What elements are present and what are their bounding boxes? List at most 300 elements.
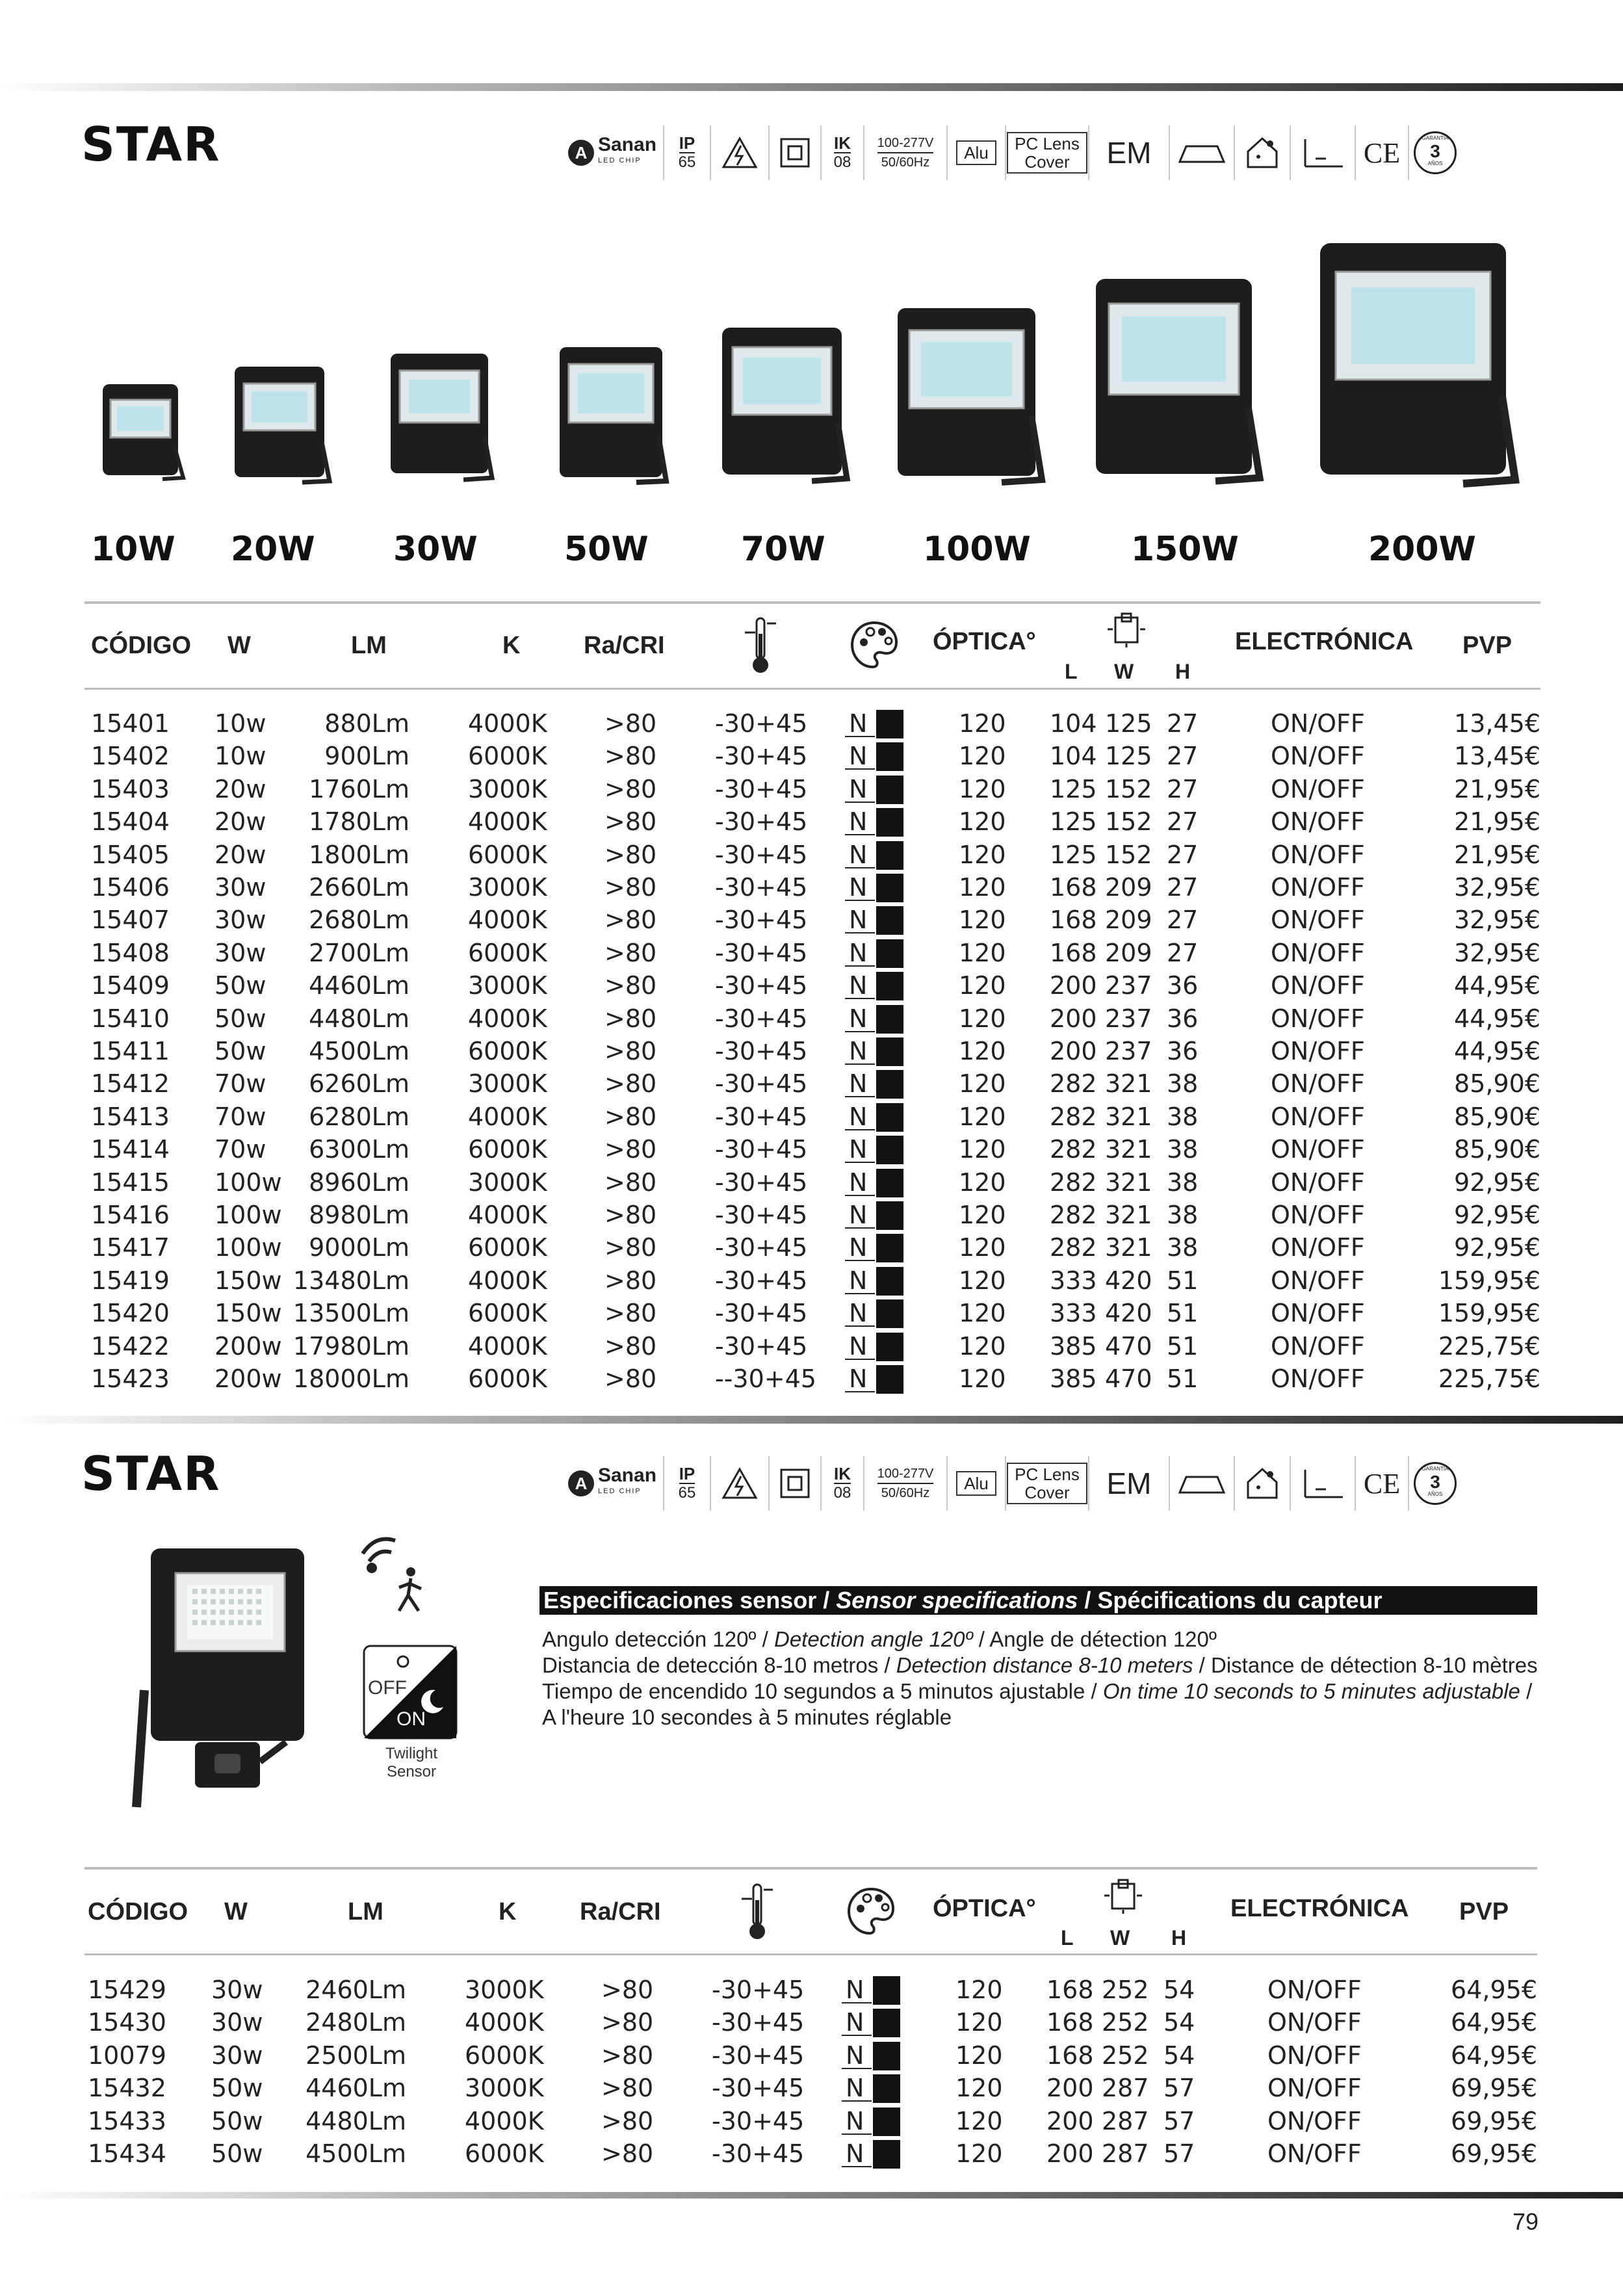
color-rendering-cell: [845, 1103, 903, 1130]
color-rendering-cell: [845, 939, 903, 967]
brand-name: Sanan: [597, 134, 657, 155]
cell-n: N: [849, 742, 868, 771]
cell-l: 168: [1050, 873, 1097, 902]
table-row: [91, 904, 1547, 936]
cell-wd: 321: [1105, 1168, 1152, 1197]
twilight-caption: [363, 1745, 460, 1781]
cell-n: N: [849, 1037, 868, 1065]
table-row: [91, 773, 1547, 805]
spec-header-fr: / Spécifications du capteur: [1078, 1587, 1383, 1613]
cell-cri: >80: [604, 1004, 657, 1033]
cell-wd: 321: [1105, 1233, 1152, 1262]
black-swatch: [876, 906, 903, 935]
cell-lm: 6300Lm: [309, 1135, 409, 1164]
top-rule: [0, 83, 1623, 91]
col-w: W: [224, 1898, 248, 1925]
cell-k: 3000K: [468, 1168, 547, 1197]
cell-pvp: 225,75€: [1438, 1331, 1540, 1361]
cell-code: 15403: [91, 774, 170, 803]
mounting-icon: [1291, 1456, 1356, 1511]
table-row: [88, 1974, 1544, 2006]
cell-h: 27: [1167, 774, 1199, 803]
cell-wd: 252: [1102, 1976, 1149, 2004]
cell-w: 30w: [211, 2041, 263, 2070]
cell-opt: 120: [959, 938, 1006, 967]
cell-lm: 2500Lm: [305, 2041, 406, 2070]
cell-opt: 120: [959, 1201, 1006, 1229]
cell-opt: 120: [959, 906, 1006, 935]
table-row: [91, 1166, 1547, 1199]
cell-cri: >80: [604, 774, 657, 803]
underline: [845, 900, 875, 901]
cell-opt: 120: [959, 840, 1006, 869]
underline: [842, 2166, 872, 2167]
color-rendering-cell: [845, 1136, 903, 1163]
cell-l: 200: [1046, 2074, 1094, 2103]
cell-n: N: [849, 1168, 868, 1197]
warranty-top: GARANTÍA: [1422, 135, 1449, 141]
table-row: [91, 1035, 1547, 1067]
warranty-num: 3: [1430, 141, 1440, 161]
sensor-spec-lines: [542, 1626, 1556, 1730]
cell-h: 57: [1163, 2139, 1195, 2168]
ce-mark: CE: [1356, 1456, 1409, 1511]
cell-n: N: [849, 873, 868, 902]
cell-k: 4000K: [468, 1331, 547, 1361]
cell-lm: 13480Lm: [292, 1266, 409, 1295]
cell-l: 282: [1050, 1069, 1097, 1099]
lens-badge: [1006, 125, 1089, 180]
col-cri: Ra/CRI: [584, 632, 665, 659]
cell-wd: 321: [1105, 1069, 1152, 1099]
underline: [845, 965, 875, 967]
floodlight-10w-image: [97, 380, 188, 491]
black-swatch: [876, 1333, 903, 1361]
color-rendering-cell: [845, 1267, 903, 1294]
cell-w: 100w: [214, 1201, 282, 1229]
cell-wd: 152: [1105, 840, 1152, 869]
cell-code: 15404: [91, 807, 170, 837]
cell-lm: 2460Lm: [305, 1976, 406, 2004]
cell-n: N: [849, 1299, 868, 1328]
cell-h: 27: [1167, 807, 1199, 837]
cell-temp: -30+45: [715, 1266, 808, 1295]
black-swatch: [876, 972, 903, 1000]
cell-h: 54: [1163, 2008, 1195, 2037]
cell-pvp: 32,95€: [1454, 873, 1540, 902]
cell-el: ON/OFF: [1271, 1135, 1365, 1164]
cell-opt: 120: [955, 2106, 1003, 2135]
cell-cri: >80: [604, 1331, 657, 1361]
surface-mount-icon: [1170, 125, 1235, 180]
cell-el: ON/OFF: [1271, 1299, 1365, 1328]
cell-w: 70w: [214, 1135, 266, 1164]
warranty-top: GARANTÍA: [1422, 1466, 1449, 1472]
color-rendering-cell: [845, 1005, 903, 1032]
cell-w: 30w: [214, 873, 266, 902]
cell-l: 168: [1050, 938, 1097, 967]
high-voltage-icon: [711, 125, 770, 180]
cell-n: N: [846, 2106, 864, 2135]
cell-w: 20w: [214, 774, 266, 803]
underline: [845, 867, 875, 868]
cell-pvp: 64,95€: [1451, 1976, 1537, 2004]
color-rendering-cell: [845, 972, 903, 999]
cell-pvp: 92,95€: [1454, 1201, 1540, 1229]
cell-el: ON/OFF: [1271, 742, 1365, 771]
cell-temp: -30+45: [715, 1004, 808, 1033]
color-rendering-cell: [845, 1070, 903, 1097]
page-number: 79: [1512, 2208, 1539, 2235]
cell-temp: -30+45: [715, 1168, 808, 1197]
cell-h: 27: [1167, 742, 1199, 771]
cell-n: N: [849, 906, 868, 935]
cell-wd: 470: [1105, 1364, 1152, 1393]
warranty-num: 3: [1430, 1472, 1440, 1492]
cell-k: 4000K: [468, 709, 547, 738]
table-row: [91, 1231, 1547, 1264]
cell-n: N: [846, 2041, 864, 2070]
brand-sub: LED CHIP: [597, 157, 642, 164]
cell-n: N: [849, 1331, 868, 1361]
dimensions-box-icon: [1102, 1877, 1145, 1915]
cell-temp: -30+45: [712, 1976, 805, 2004]
table-row: [91, 805, 1547, 838]
table-row: [91, 1067, 1547, 1100]
cell-opt: 120: [959, 1102, 1006, 1131]
twilight-off-label: OFF: [368, 1677, 407, 1699]
underline: [845, 1260, 875, 1261]
cell-temp: -30+45: [715, 1069, 808, 1099]
black-swatch: [876, 1169, 903, 1197]
table-row: [91, 1264, 1547, 1297]
col-optica: ÓPTICA°: [933, 1895, 1036, 1922]
lens-line1: PC Lens: [1015, 1465, 1080, 1484]
section2-title: STAR: [81, 1446, 221, 1501]
cell-temp: -30+45: [715, 873, 808, 902]
cell-k: 6000K: [468, 1135, 547, 1164]
cell-opt: 120: [955, 2139, 1003, 2168]
color-rendering-cell: [845, 1365, 903, 1392]
col-w: W: [227, 632, 251, 659]
black-swatch: [876, 841, 903, 870]
cell-pvp: 21,95€: [1454, 807, 1540, 837]
cell-pvp: 225,75€: [1438, 1364, 1540, 1393]
cell-k: 4000K: [468, 807, 547, 837]
cell-n: N: [846, 2008, 864, 2037]
black-swatch: [876, 1267, 903, 1296]
cell-pvp: 44,95€: [1454, 1004, 1540, 1033]
cell-code: 15408: [91, 938, 170, 967]
underline: [845, 1293, 875, 1294]
cell-w: 50w: [214, 1037, 266, 1065]
cell-lm: 900Lm: [324, 742, 409, 771]
cell-w: 50w: [211, 2074, 263, 2103]
cell-h: 27: [1167, 938, 1199, 967]
table-row: [91, 740, 1547, 772]
cell-k: 4000K: [468, 1102, 547, 1131]
wattage-label: 70W: [741, 530, 825, 569]
cell-h: 38: [1167, 1135, 1199, 1164]
cell-pvp: 92,95€: [1454, 1233, 1540, 1262]
cell-code: 15411: [91, 1037, 170, 1065]
color-rendering-cell: [845, 776, 903, 803]
cell-cri: >80: [604, 1168, 657, 1197]
black-swatch: [876, 1299, 903, 1328]
cell-l: 125: [1050, 807, 1097, 837]
cell-l: 200: [1046, 2139, 1094, 2168]
cell-wd: 321: [1105, 1201, 1152, 1229]
cell-el: ON/OFF: [1271, 1233, 1365, 1262]
cell-pvp: 69,95€: [1451, 2106, 1537, 2135]
high-voltage-icon: [711, 1456, 770, 1511]
cell-wd: 420: [1105, 1266, 1152, 1295]
sanan-logo-icon: [567, 138, 595, 167]
cell-code: 15419: [91, 1266, 170, 1295]
cell-l: 282: [1050, 1168, 1097, 1197]
color-rendering-cell: [845, 1234, 903, 1261]
spec-header-en: Sensor specifications: [836, 1587, 1078, 1613]
table-row: [91, 1002, 1547, 1035]
cell-code: 15422: [91, 1331, 170, 1361]
col-optica: ÓPTICA°: [933, 628, 1036, 655]
cell-lm: 880Lm: [324, 709, 409, 738]
cell-temp: -30+45: [715, 971, 808, 1000]
twilight-caption-2: Sensor: [386, 1763, 437, 1781]
cell-temp: -30+45: [715, 1331, 808, 1361]
cell-el: ON/OFF: [1271, 709, 1365, 738]
cell-l: 200: [1050, 971, 1097, 1000]
ip-label: IP: [679, 1464, 695, 1483]
cell-code: 15409: [91, 971, 170, 1000]
sanan-brand: [560, 125, 664, 180]
cell-l: 282: [1050, 1102, 1097, 1131]
col-pvp: PVP: [1462, 632, 1513, 659]
feature-icon-bar-2: [560, 1451, 1542, 1516]
cell-temp: -30+45: [712, 2008, 805, 2037]
cell-l: 282: [1050, 1201, 1097, 1229]
cell-pvp: 32,95€: [1454, 938, 1540, 967]
black-swatch: [876, 1005, 903, 1034]
section-divider-rule: [0, 1416, 1623, 1424]
cell-cri: >80: [604, 1364, 657, 1393]
cell-cri: >80: [604, 1135, 657, 1164]
wattage-label: 200W: [1368, 530, 1476, 569]
ik-value: 08: [833, 153, 851, 171]
table-row: [88, 2137, 1544, 2170]
floodlight-70w-image: [718, 325, 855, 491]
cell-k: 4000K: [468, 1266, 547, 1295]
cell-el: ON/OFF: [1271, 774, 1365, 803]
color-palette-icon: [848, 619, 900, 671]
table-row: [91, 969, 1547, 1002]
cell-h: 51: [1167, 1299, 1199, 1328]
underline: [845, 834, 875, 835]
wattage-label: 100W: [923, 530, 1031, 569]
color-rendering-cell: [842, 2074, 900, 2102]
col-l: L: [1065, 660, 1078, 683]
feature-icon-bar: [560, 120, 1542, 185]
cell-wd: 125: [1105, 742, 1152, 771]
cell-lm: 2660Lm: [309, 873, 409, 902]
cell-lm: 6280Lm: [309, 1102, 409, 1131]
cell-temp: -30+45: [715, 1201, 808, 1229]
cell-temp: -30+45: [715, 1102, 808, 1131]
twilight-sensor-icon: [363, 1645, 460, 1781]
cell-l: 104: [1050, 742, 1097, 771]
cell-n: N: [849, 709, 868, 738]
cell-code: 15415: [91, 1168, 170, 1197]
cell-cri: >80: [604, 1201, 657, 1229]
cell-pvp: 13,45€: [1454, 742, 1540, 771]
cell-temp: -30+45: [712, 2139, 805, 2168]
table2-header-rule: [84, 1953, 1537, 1955]
black-swatch: [876, 710, 903, 738]
spec-line: A l'heure 10 secondes à 5 minutes réglable: [542, 1705, 952, 1729]
underline: [845, 998, 875, 999]
cell-w: 200w: [214, 1331, 282, 1361]
cell-cri: >80: [604, 742, 657, 771]
underline: [845, 1195, 875, 1196]
cell-cri: >80: [601, 2041, 654, 2070]
cell-w: 30w: [214, 938, 266, 967]
table-row: [88, 2072, 1544, 2104]
cell-l: 168: [1046, 1976, 1094, 2004]
cell-code: 15412: [91, 1069, 170, 1099]
table-row: [91, 839, 1547, 871]
class-ii-icon: [770, 125, 822, 180]
cell-wd: 321: [1105, 1135, 1152, 1164]
cell-lm: 8980Lm: [309, 1201, 409, 1229]
cell-temp: -30+45: [715, 938, 808, 967]
cell-temp: -30+45: [715, 742, 808, 771]
col-codigo: CÓDIGO: [88, 1898, 188, 1925]
black-swatch: [876, 939, 903, 968]
underline: [842, 2068, 872, 2069]
color-rendering-cell: [845, 841, 903, 868]
cell-cri: >80: [601, 2074, 654, 2103]
color-rendering-cell: [842, 2042, 900, 2069]
col-codigo: CÓDIGO: [91, 632, 192, 659]
cell-cri: >80: [604, 1299, 657, 1328]
black-swatch: [876, 874, 903, 902]
black-swatch: [873, 2140, 900, 2169]
cell-opt: 120: [959, 1135, 1006, 1164]
cell-l: 385: [1050, 1331, 1097, 1361]
black-swatch: [876, 776, 903, 804]
underline: [845, 1325, 875, 1327]
cell-n: N: [849, 1069, 868, 1099]
cell-lm: 2680Lm: [309, 906, 409, 935]
cell-opt: 120: [959, 1331, 1006, 1361]
cell-cri: >80: [604, 1037, 657, 1065]
table-row: [91, 707, 1547, 740]
table-row: [91, 1199, 1547, 1231]
cell-code: 15407: [91, 906, 170, 935]
black-swatch: [873, 2074, 900, 2103]
cell-pvp: 44,95€: [1454, 1037, 1540, 1065]
cell-h: 27: [1167, 709, 1199, 738]
cell-k: 3000K: [468, 971, 547, 1000]
cell-code: 15429: [88, 1976, 166, 2004]
cell-lm: 2480Lm: [305, 2008, 406, 2037]
black-swatch: [876, 1234, 903, 1262]
cell-n: N: [846, 1976, 864, 2004]
surface-mount-icon: [1170, 1456, 1235, 1511]
color-rendering-cell: [845, 808, 903, 835]
color-rendering-cell: [845, 1169, 903, 1196]
cell-pvp: 69,95€: [1451, 2139, 1537, 2168]
cell-h: 51: [1167, 1331, 1199, 1361]
cell-lm: 13500Lm: [292, 1299, 409, 1328]
ik-value: 08: [833, 1484, 851, 1502]
col-cri: Ra/CRI: [580, 1898, 661, 1925]
outdoor-use-icon: [1235, 125, 1291, 180]
cell-el: ON/OFF: [1271, 938, 1365, 967]
cell-el: ON/OFF: [1271, 1364, 1365, 1393]
sensor-spec-header: [539, 1586, 1537, 1615]
cell-k: 6000K: [468, 840, 547, 869]
cell-w: 50w: [214, 971, 266, 1000]
col-electronica: ELECTRÓNICA: [1235, 628, 1414, 655]
cell-wd: 209: [1105, 906, 1152, 935]
cell-code: 15430: [88, 2008, 166, 2037]
cell-pvp: 85,90€: [1454, 1102, 1540, 1131]
lens-line2: Cover: [1024, 152, 1070, 172]
cell-cri: >80: [604, 873, 657, 902]
cell-pvp: 85,90€: [1454, 1069, 1540, 1099]
cell-h: 38: [1167, 1233, 1199, 1262]
color-rendering-cell: [842, 1976, 900, 2003]
underline: [845, 802, 875, 803]
cell-n: N: [849, 938, 868, 967]
wattage-label: 50W: [564, 530, 649, 569]
cell-k: 4000K: [468, 1201, 547, 1229]
underline: [845, 1031, 875, 1032]
cell-el: ON/OFF: [1271, 971, 1365, 1000]
cell-wd: 152: [1105, 774, 1152, 803]
color-rendering-cell: [845, 874, 903, 901]
cell-pvp: 44,95€: [1454, 971, 1540, 1000]
cell-el: ON/OFF: [1267, 2041, 1362, 2070]
cell-h: 51: [1167, 1266, 1199, 1295]
cell-el: ON/OFF: [1271, 1331, 1365, 1361]
cell-n: N: [849, 1004, 868, 1033]
cell-lm: 17980Lm: [292, 1331, 409, 1361]
brand-name: Sanan: [597, 1465, 657, 1486]
mounting-icon: [1291, 125, 1356, 180]
cell-wd: 287: [1102, 2139, 1149, 2168]
floodlight-200w-image: [1316, 241, 1524, 497]
sanan-brand: [560, 1456, 664, 1511]
color-rendering-cell: [845, 1201, 903, 1229]
cell-opt: 120: [959, 1299, 1006, 1328]
lens-line2: Cover: [1024, 1483, 1070, 1502]
cell-cri: >80: [604, 1102, 657, 1131]
cell-el: ON/OFF: [1267, 2139, 1362, 2168]
cell-k: 6000K: [468, 742, 547, 771]
cell-wd: 152: [1105, 807, 1152, 837]
cell-w: 150w: [214, 1299, 282, 1328]
cell-l: 125: [1050, 840, 1097, 869]
cell-k: 6000K: [468, 1299, 547, 1328]
cell-cri: >80: [604, 906, 657, 935]
cell-n: N: [849, 807, 868, 837]
black-swatch: [876, 1037, 903, 1066]
cell-n: N: [849, 1201, 868, 1229]
underline: [842, 2100, 872, 2102]
cell-code: 15406: [91, 873, 170, 902]
